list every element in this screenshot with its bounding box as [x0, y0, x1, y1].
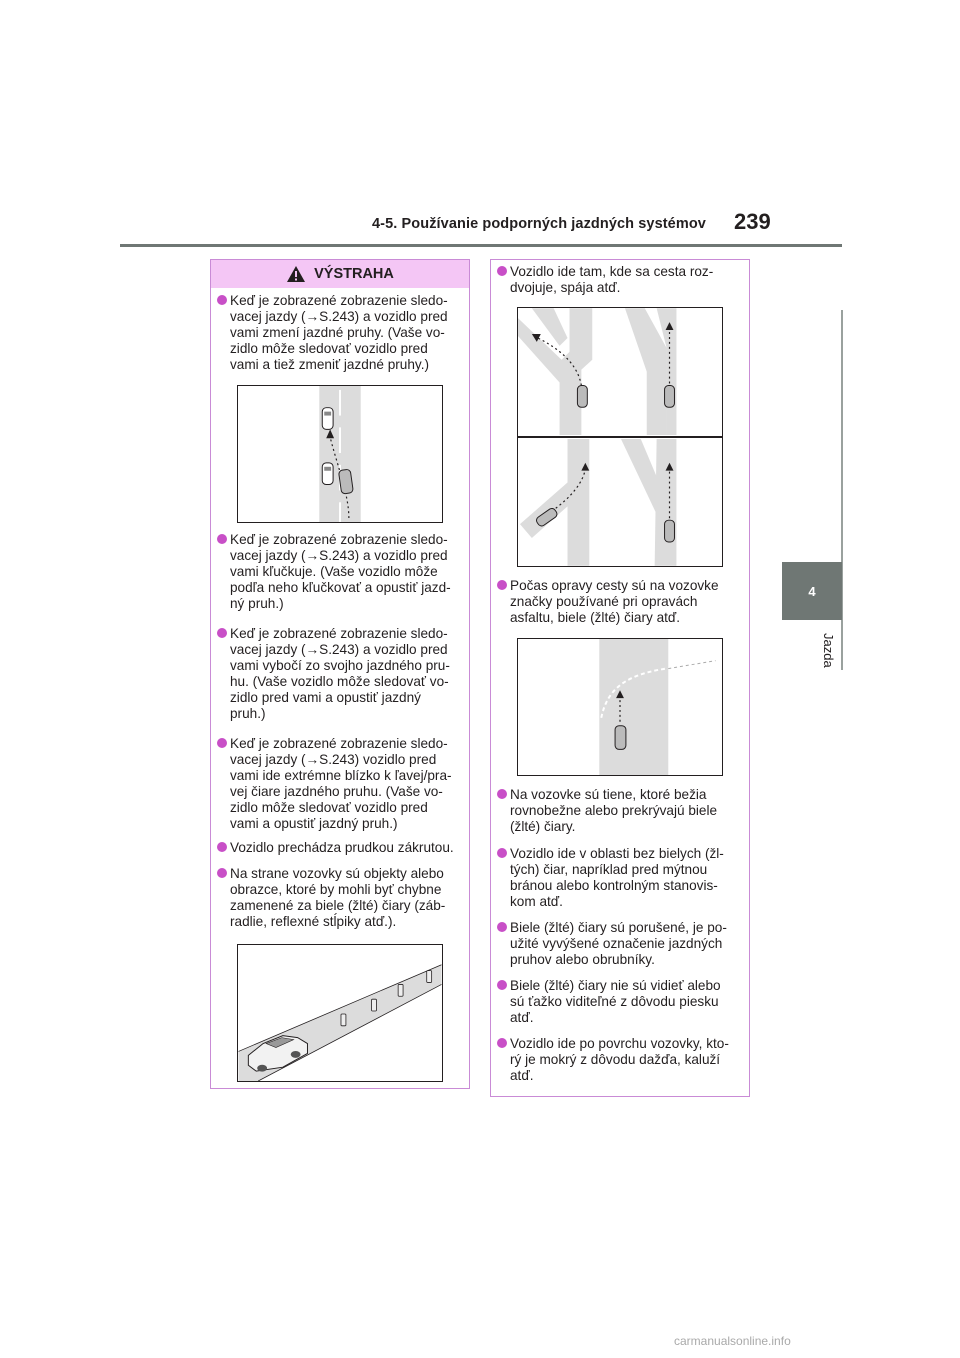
page-number: 239 — [734, 209, 771, 234]
bullet-icon — [217, 842, 227, 852]
section-title: 4-5. Používanie podporných jazdných systémov — [372, 216, 706, 232]
warning-triangle-icon — [286, 265, 306, 283]
chapter-number: 4 — [808, 583, 816, 599]
chapter-label: Jazda — [821, 632, 836, 668]
bullet-icon — [217, 295, 227, 305]
list-item-text: Na vozovke sú tiene, ktoré bežia rovnobežne alebo prekrývajú biele (žlté) čiary. — [510, 787, 718, 834]
list-item-text: Keď je zobrazené zobrazenie sledo- vacej jazdy (→S.243) vozidlo pred vami ide extrémne blízko k ľavej/pra- vej čiare jazdného pruhu. (Vaše vo- zidlo môže sledovať vozidlo pred vami a opustiť jazdný pruh.) — [230, 736, 452, 831]
chapter-tab[interactable] — [782, 562, 842, 620]
figure-road-fork-merge — [517, 307, 723, 567]
figure-lane-change — [237, 385, 443, 523]
bullet-icon — [217, 868, 227, 878]
list-item — [217, 532, 467, 612]
list-item — [217, 866, 467, 930]
bullet-icon — [217, 534, 227, 544]
list-item — [497, 264, 747, 296]
bullet-icon — [497, 1038, 507, 1048]
list-item — [217, 626, 467, 722]
list-item — [497, 920, 747, 968]
bullet-icon — [497, 922, 507, 932]
list-item — [497, 978, 747, 1026]
bullet-icon — [497, 789, 507, 799]
bullet-icon — [497, 848, 507, 858]
list-item — [217, 840, 467, 856]
figure-road-repair-marks — [517, 638, 723, 776]
list-item — [217, 293, 467, 373]
list-item — [217, 736, 467, 832]
bullet-icon — [217, 738, 227, 748]
list-item-text: Na strane vozovky sú objekty alebo obrazce, ktoré by mohli byť chybne zamenené za biele (žlté) čiary (záb- radlie, reflexné stĺpiky atď.). — [230, 866, 446, 929]
list-item-text: Počas opravy cesty sú na vozovke značky používané pri opravách asfaltu, biele (žlté) čiary atď. — [510, 578, 719, 625]
warning-title: VÝSTRAHA — [314, 266, 394, 282]
warning-box-left — [210, 259, 470, 1089]
warning-box-right — [490, 259, 750, 1097]
list-item — [497, 846, 747, 910]
list-item-text: Vozidlo ide po povrchu vozovky, kto- rý je mokrý z dôvodu dažďa, kaluží atď. — [510, 1036, 729, 1083]
figure-guardrail-posts — [237, 944, 443, 1082]
list-item-text: Vozidlo prechádza prudkou zákrutou. — [230, 840, 454, 855]
bullet-icon — [497, 580, 507, 590]
list-item — [497, 1036, 747, 1084]
list-item-text: Keď je zobrazené zobrazenie sledo- vacej jazdy (→S.243) a vozidlo pred vami vybočí zo svojho jazdného pru- hu. (Vaše vozidlo môže sledovať vo- zidlo pred vami a opustiť jazdný pruh.) — [230, 626, 450, 721]
list-item — [497, 787, 747, 835]
header-rule — [120, 244, 842, 247]
list-item-text: Vozidlo ide v oblasti bez bielych (žl- tých) čiar, napríklad pred mýtnou bránou alebo kontrolným stanovis- kom atď. — [510, 846, 724, 909]
watermark: carmanualsonline.info — [674, 1334, 791, 1348]
bullet-icon — [497, 266, 507, 276]
warning-header — [211, 260, 469, 288]
list-item-text: Biele (žlté) čiary sú porušené, je po- užité vyvýšené označenie jazdných pruhov alebo obrubníky. — [510, 920, 727, 967]
list-item — [497, 578, 747, 626]
list-item-text: Vozidlo ide tam, kde sa cesta roz- dvojuje, spája atď. — [510, 264, 714, 295]
list-item-text: Biele (žlté) čiary nie sú vidieť alebo sú ťažko viditeľné z dôvodu piesku atď. — [510, 978, 721, 1025]
list-item-text: Keď je zobrazené zobrazenie sledo- vacej jazdy (→S.243) a vozidlo pred vami kľučkuje. (Vaše vozidlo môže podľa neho kľučkovať a opustiť jazd- ný pruh.) — [230, 532, 451, 611]
bullet-icon — [217, 628, 227, 638]
list-item-text: Keď je zobrazené zobrazenie sledo- vacej jazdy (→S.243) a vozidlo pred vami zmení jazdné pruhy. (Vaše vo- zidlo môže sledovať vozidlo pred vami a tiež zmeniť jazdné pruhy.) — [230, 293, 448, 372]
bullet-icon — [497, 980, 507, 990]
